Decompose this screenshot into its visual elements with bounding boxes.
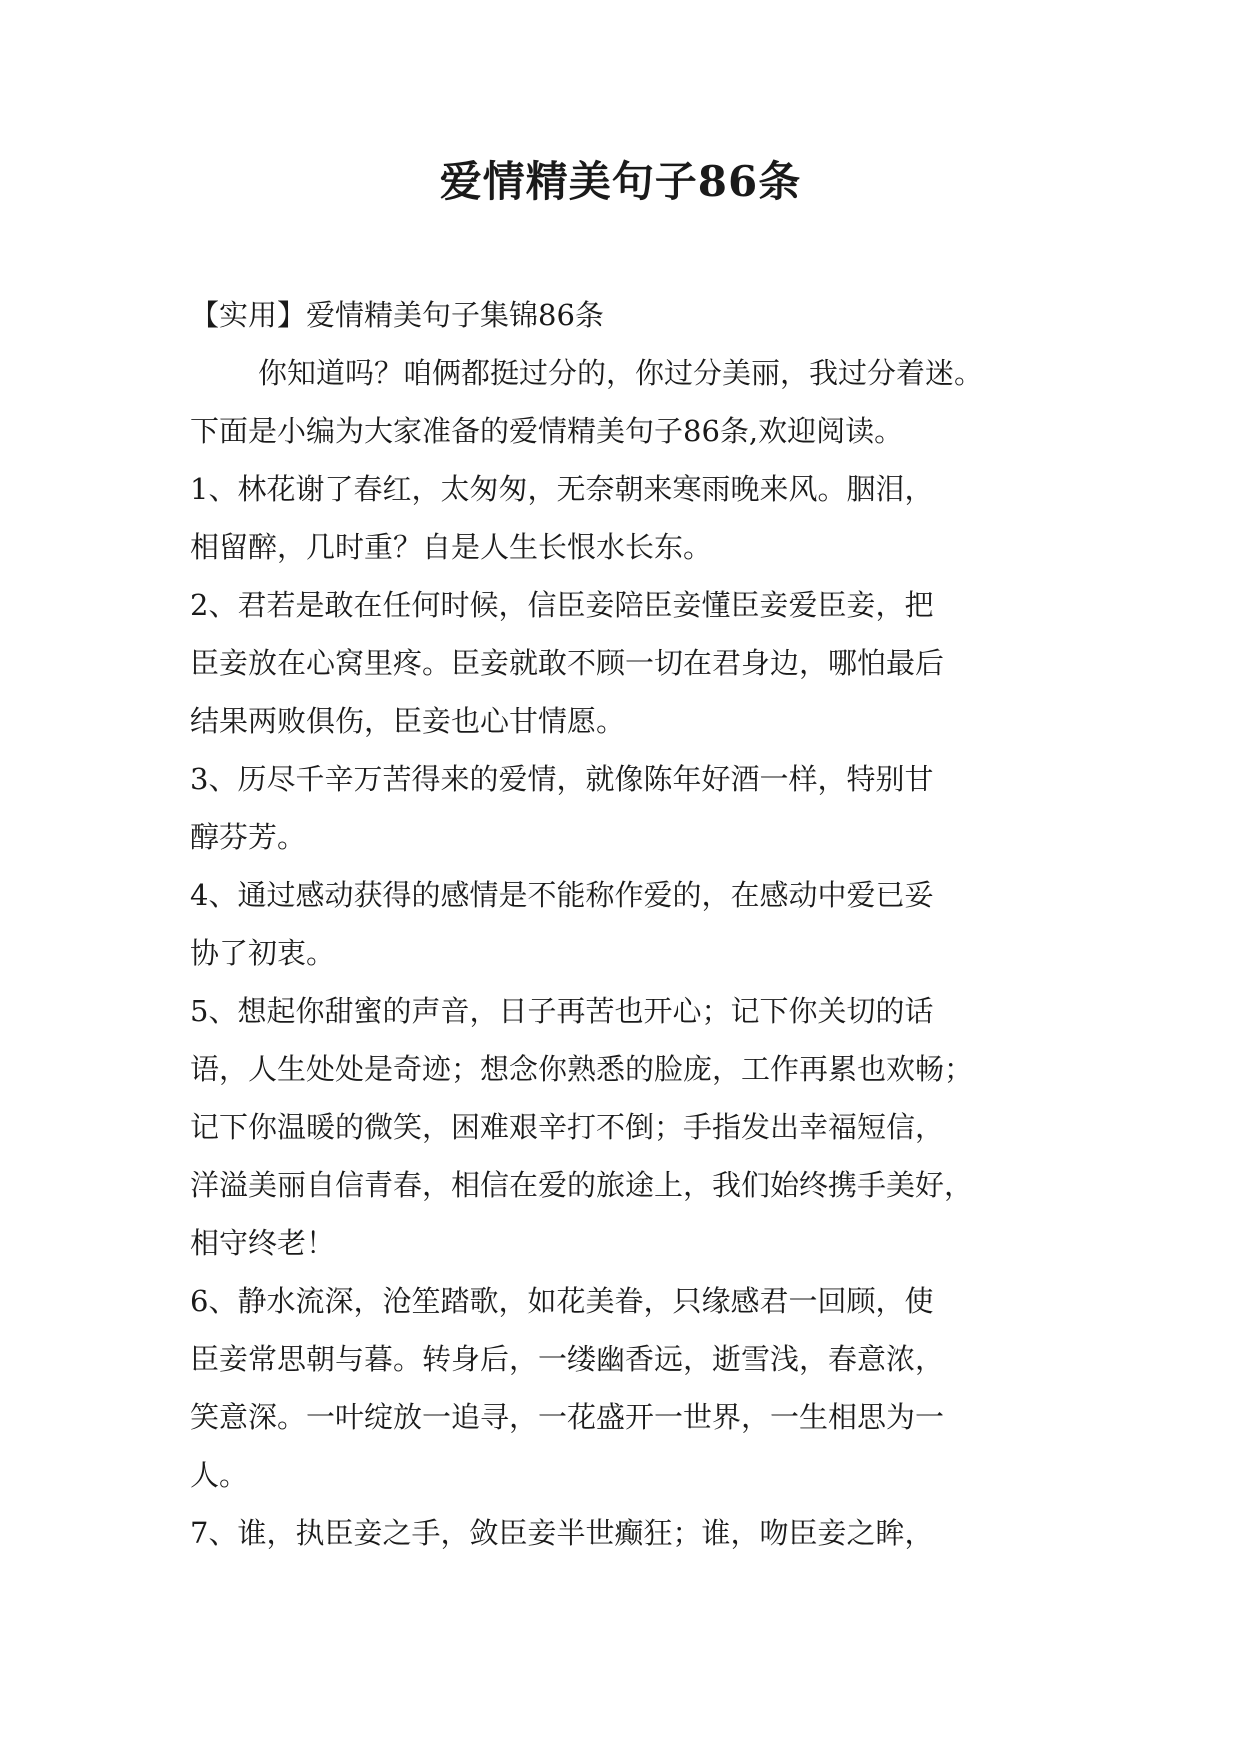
quote-line: 6、静水流深，沧笙踏歌，如花美眷，只缘感君一回顾，使: [190, 1284, 934, 1318]
quote-line: 洋溢美丽自信青春，相信在爱的旅途上，我们始终携手美好，: [190, 1168, 974, 1202]
quote-line: 相留醉，几时重？自是人生长恨水长东。: [190, 530, 713, 564]
quote-line: 7、谁，执臣妾之手，敛臣妾半世癫狂；谁，吻臣妾之眸，: [190, 1516, 934, 1550]
quote-line: 笑意深。一叶绽放一追寻，一花盛开一世界，一生相思为一: [190, 1400, 945, 1434]
quote-line: 1、林花谢了春红，太匆匆，无奈朝来寒雨晚来风。胭泪，: [190, 472, 934, 506]
quote-line: 4、通过感动获得的感情是不能称作爱的，在感动中爱已妥: [190, 878, 934, 912]
quote-line: 5、想起你甜蜜的声音，日子再苦也开心；记下你关切的话: [190, 994, 934, 1028]
quote-line: 结果两败俱伤，臣妾也心甘情愿。: [190, 704, 626, 738]
intro-line: 你知道吗？咱俩都挺过分的，你过分美丽，我过分着迷。: [258, 356, 984, 390]
subtitle-line: 【实用】爱情精美句子集锦86条: [190, 298, 604, 332]
document-body: [190, 286, 1070, 1562]
quote-line: 2、君若是敢在任何时候，信臣妾陪臣妾懂臣妾爱臣妾，把: [190, 588, 934, 622]
quote-line: 臣妾放在心窝里疼。臣妾就敢不顾一切在君身边，哪怕最后: [190, 646, 945, 680]
quote-line: 3、历尽千辛万苦得来的爱情，就像陈年好酒一样，特别甘: [190, 762, 934, 796]
intro-line: 下面是小编为大家准备的爱情精美句子86条,欢迎阅读。: [190, 414, 904, 448]
quote-line: 人。: [190, 1458, 249, 1492]
quote-line: 相守终老！: [190, 1226, 336, 1260]
quote-line: 臣妾常思朝与暮。转身后，一缕幽香远，逝雪浅，春意浓，: [190, 1342, 945, 1376]
quote-line: 醇芬芳。: [190, 820, 307, 854]
quote-line: 记下你温暖的微笑，困难艰辛打不倒；手指发出幸福短信，: [190, 1110, 945, 1144]
quote-line: 语，人生处处是奇迹；想念你熟悉的脸庞，工作再累也欢畅；: [190, 1052, 974, 1086]
quote-line: 协了初衷。: [190, 936, 336, 970]
document-title: 爱情精美句子86条: [439, 157, 802, 206]
